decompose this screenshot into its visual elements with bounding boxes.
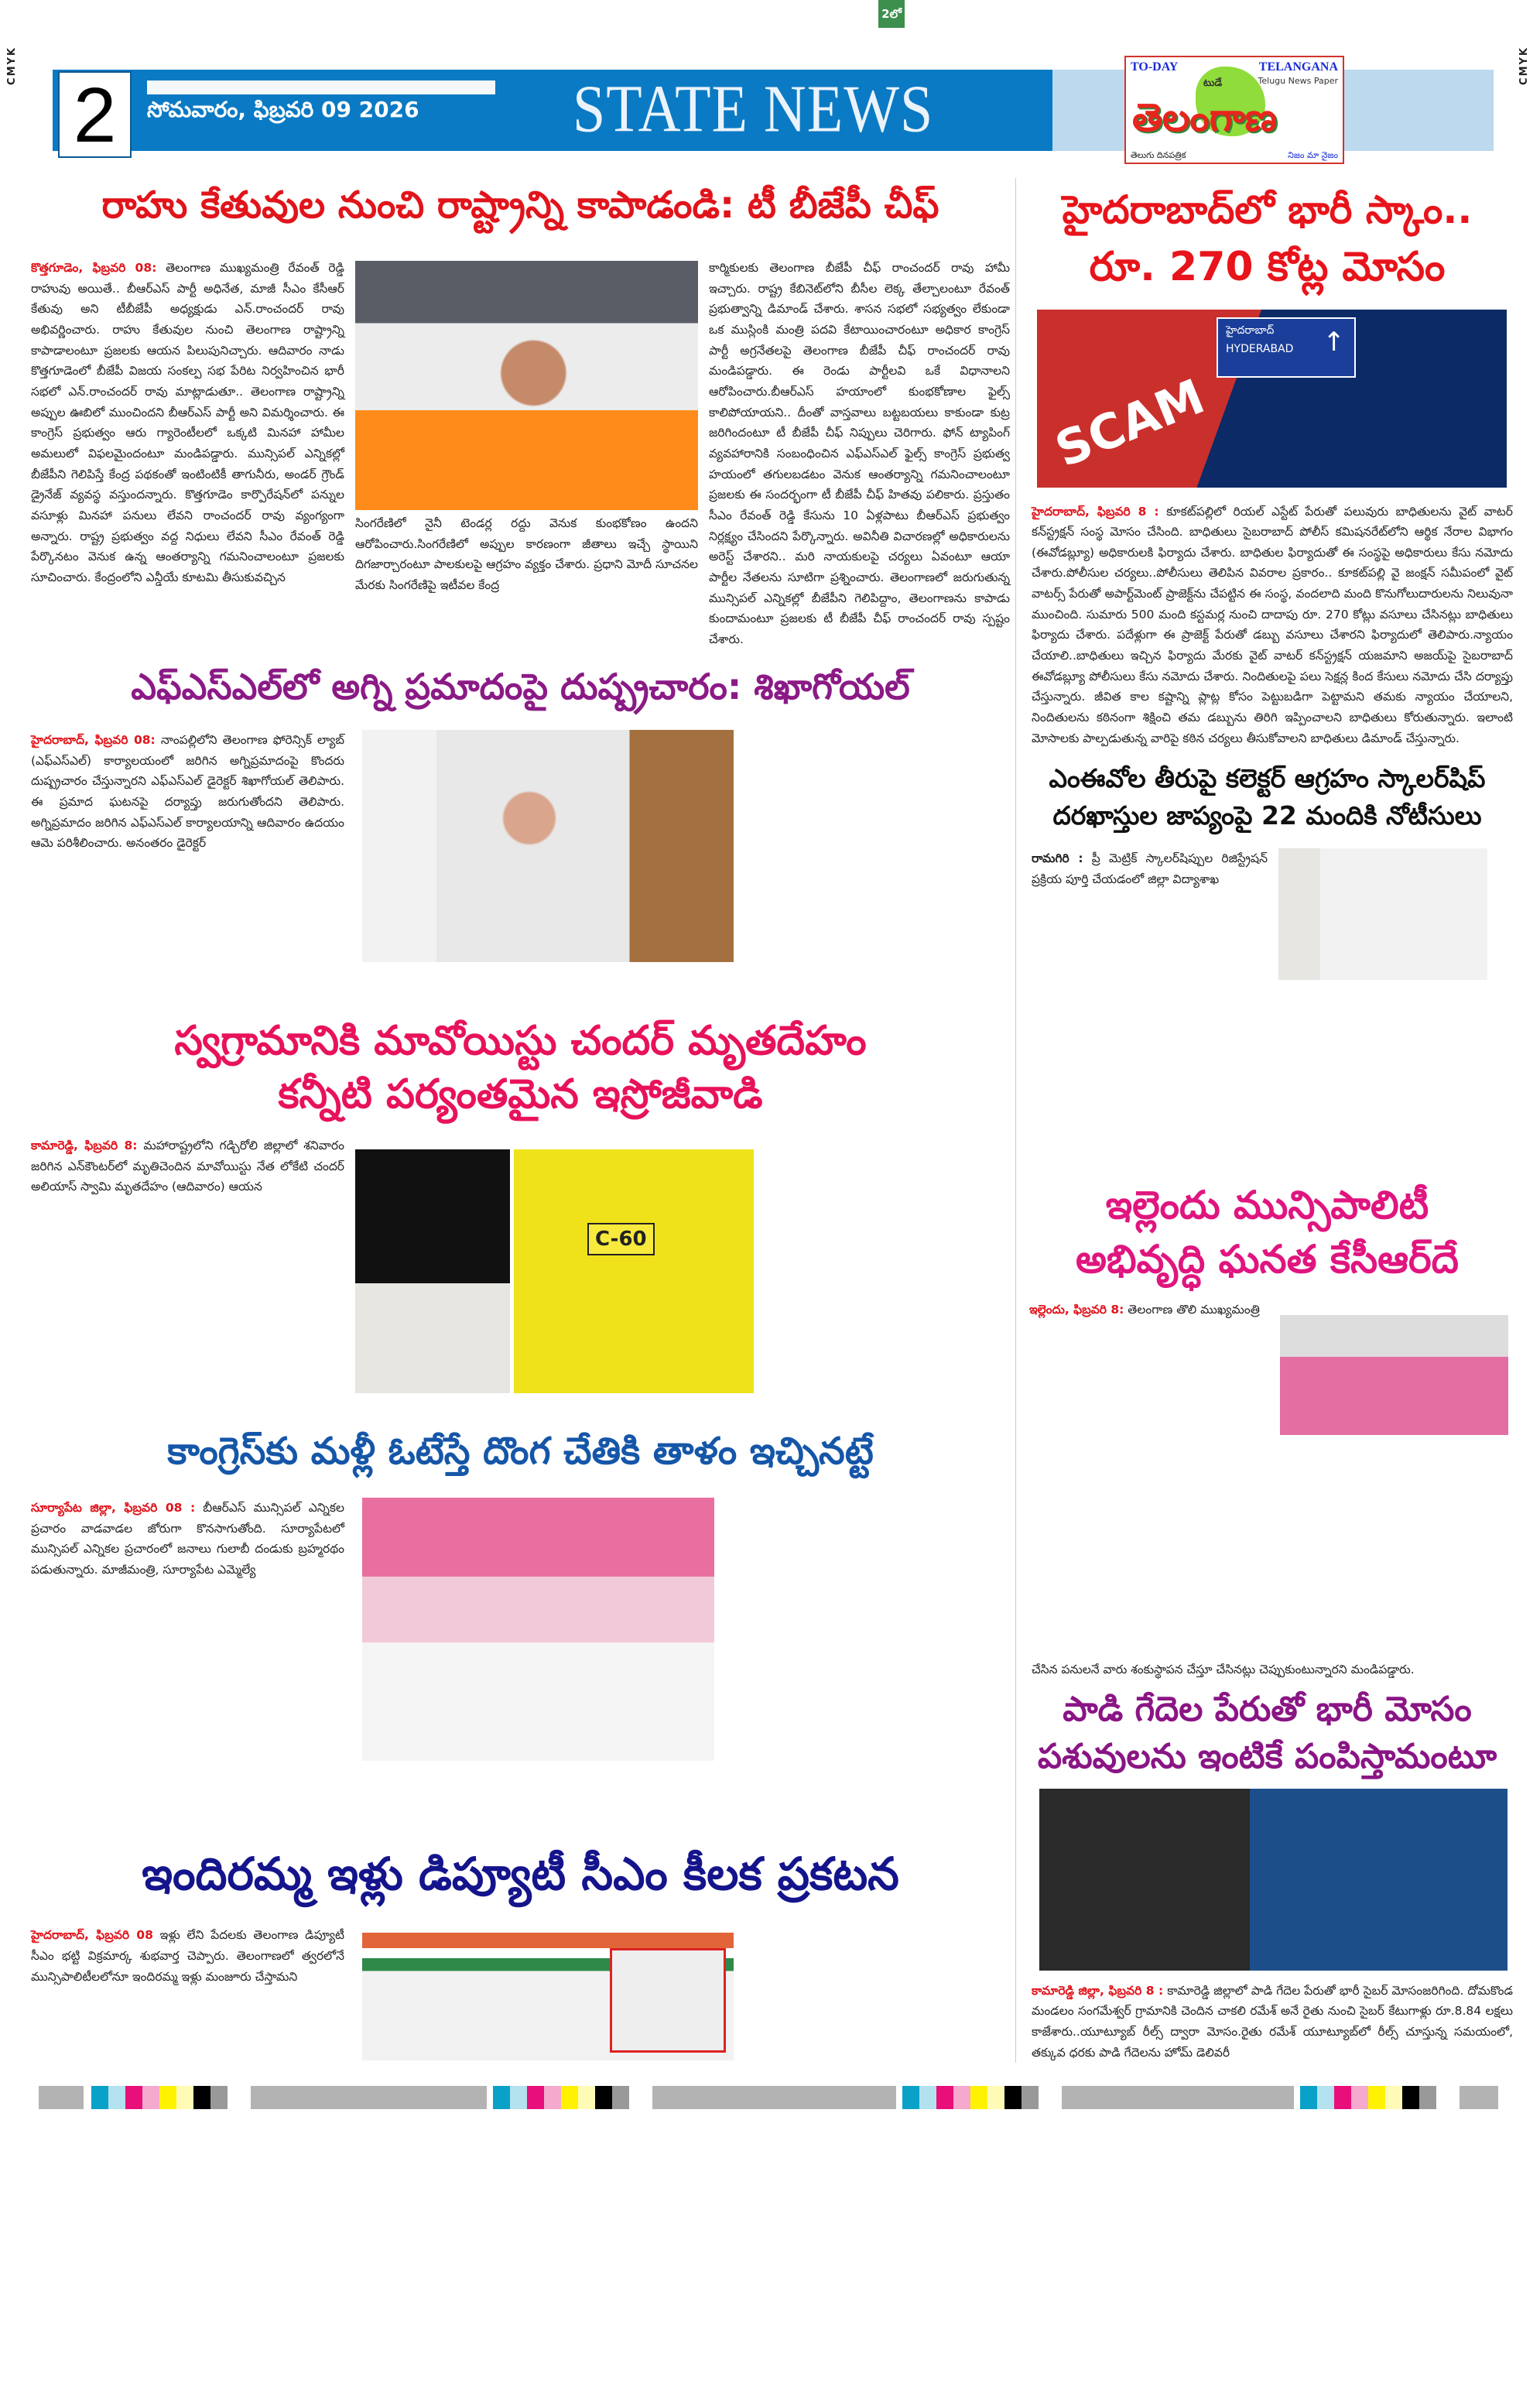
headline-collector-line1: ఎంఈవోల తీరుపై కలెక్టర్ ఆగ్రహం స్కాలర్‌షిప్ <box>1049 763 1486 794</box>
article-scam-body <box>1032 502 1513 749</box>
headline-cattle-line2: పశువులను ఇంటికే పంపిస్తామంటూ <box>1037 1736 1497 1776</box>
headline-fsl-fire: ఎఫ్ఎస్ఎల్‌లో అగ్ని ప్రమాదంపై దుష్ప్రచారం: శిఖాగోయల్ <box>131 666 910 708</box>
illendu-photo <box>1280 1315 1508 1435</box>
logo-name: తెలంగాణ <box>1132 95 1278 140</box>
sign-english: HYDERABAD <box>1226 342 1294 355</box>
logo-telangana: TELANGANA <box>1258 60 1338 74</box>
brs-campaign-photo <box>362 1498 714 1761</box>
article-collector-body <box>1032 848 1268 889</box>
bjp-chief-photo <box>355 261 698 510</box>
scam-photo <box>1037 310 1507 488</box>
c60-sign: C-60 <box>587 1223 655 1255</box>
body-text: నాంపల్లిలోని తెలంగాణ ఫోరెన్సిక్ ల్యాబ్ (ఎఫ్ఎస్ఎల్) కార్యాలయంలో జరిగిన అగ్నిప్రమాదంపై కొందరు దుష్ప్రచారం చేస్తున్నారని ఎఫ్ఎస్ఎల్ డైరెక్టర్ శిఖాగోయల్ తెలిపారు. ఈ ప్రమాద ఘటనపై దర్యాప్తు జరుగుతోందని తెలిపారు. అగ్నిప్రమాదం జరిగిన ఎఫ్ఎస్ఎల్ కార్యాలయాన్ని ఆదివారం ఉదయం ఆమె పరిశీలించారు. అనంతరం డైరెక్టర్ <box>31 732 344 851</box>
headline-indiramma: ఇందిరమ్మ ఇళ్లు డిప్యూటీ సీఎం కీలక ప్రకటన <box>142 1847 899 1900</box>
cmyk-mark-left: CMYK <box>6 46 18 85</box>
issue-date: సోమవారం, ఫిబ్రవరి 09 2026 <box>147 97 419 122</box>
logo-tagline: Telugu News Paper <box>1258 76 1338 86</box>
dateline: ఇల్లెందు, ఫిబ్రవరి 8: <box>1029 1302 1124 1317</box>
body-text: మహారాష్ట్రలోని గడ్చిరోలి జిల్లాలో శనివారం జరిగిన ఎన్‌కౌంటర్‌లో మృతిచెందిన మావోయిస్టు నేత లోకేటి చందర్ అలియాస్ స్వామి మృతదేహం (ఆదివారం) ఆయన <box>31 1138 344 1194</box>
body-text: బీఆర్ఎస్ మున్సిపల్ ఎన్నికల ప్రచారం వాడవాడల జోరుగా కొనసాగుతోంది. సూర్యాపేటలో మున్సిపల్ ఎన్నికల ప్రచారంలో జనాలు గులాబీ దండుకు బ్రహ్మరథం పడుతున్నారు. మాజీమంత్రి, సూర్యాపేట ఎమ్మెల్యే <box>31 1500 344 1577</box>
logo-badge: టుడే <box>1203 77 1223 89</box>
article-illendu-closing: చేసిన పనులనే వారు శంకుస్థాపన చేస్తూ చేసినట్లు చెప్పుకుంటున్నారని మండిపడ్డారు. <box>1032 1662 1415 1676</box>
dateline: రామగిరి : <box>1032 851 1083 865</box>
buffalo-photo <box>1039 1789 1507 1971</box>
hyderabad-sign <box>1217 317 1356 378</box>
article-bjp-col3: కార్మికులకు తెలంగాణ బీజేపీ చీఫ్ రాంచందర్ రావు హామీ ఇచ్చారు. రాష్ట్ర కేబినెట్‌లోని బీసీల లెక్క తేల్చాలంటూ రేవంత్ ప్రభుత్వాన్ని డిమాండ్ చేశారు. శాసన సభలో సభ్యత్వం లేకుండా ఒక ముస్లింకి మంత్రి పదవి కేటాయించారంటూ అధికార కాంగ్రెస్ పార్టీ అగ్రనేతలపై తెలంగాణ బీజేపీ చీఫ్ రాంచందర్ రావు మండిపడ్డారు. ఈ రెండు పార్టీలవి ఒకే విధానాలని ఆరోపించారు.బీఆర్ఎస్ హయాంలో కుంభకోణాల ఫైల్స్ కాలిపోయాయని.. దీంతో వాస్తవాలు బట్టబయలు కాకుండా కుట్ర జరిగిందంటూ టీ బీజేపీ చీఫ్ నిప్పులు చెరిగారు. ఫోన్ ట్యాపింగ్ వ్యవహారానికి సంబంధించిన ఎఫ్ఎస్ఎల్ ఫైల్స్ కాంగ్రెస్ ప్రభుత్వ హయంలో తగులబడటం వెనుక ఆంతర్యాన్ని గమనించాలంటూ ప్రజలకు ఈ సందర్భంగా టీ బీజేపీ చీఫ్ హితవు పలికారు. ప్రస్తుతం సీఎం రేవంత్ రెడ్డి కేసును 10 ఏళ్లపాటు బీఆర్ఎస్ ప్రభుత్వం నిర్లక్ష్యం చేసిందని పేర్కొన్నారు. అవినీతి విచారణల్లో అధికారులను అరెస్ట్ చేశారని.. మరి నాయకులపై చర్యలు ఏవంటూ ఆయా పార్టీల నేతలను సూటిగా ప్రశ్నించారు. తెలంగాణలో జరుగుతున్న మున్సిపల్ ఎన్నికల్లో బీజేపీని గెలిపిద్దాం, తెలంగాణను కాపాడు కుందామంటూ ప్రజలకు టీ బీజేపీ చీఫ్ రాంచందర్ రావు స్పష్టం చేశారు. <box>709 261 1010 646</box>
headline-cattle-line1: పాడి గేదెల పేరుతో భారీ మోసం <box>1063 1689 1472 1729</box>
deputy-cm-inset <box>610 1948 726 2053</box>
dateline: హైదరాబాద్, ఫిబ్రవరి 08 <box>31 1928 153 1943</box>
headline-scam-line1: హైదరాబాద్‌లో భారీ స్కాం.. <box>1062 187 1473 232</box>
scam-label: SCAM <box>1047 367 1213 478</box>
dateline: కామారెడ్డి జిల్లా, ఫిబ్రవరి 8 : <box>1032 1983 1164 1998</box>
sign-telugu: హైదరాబాద్ <box>1226 324 1275 337</box>
article-bjp-col2: సింగరేణిలో నైనీ టెండర్ల రద్దు వెనుక కుంభకోణం ఉందని ఆరోపించారు.సింగరేణిలో అప్పుల కారణంగా జీతాలు ఇచ్చే స్థాయిని దిగజార్చారంటూ పాలకులపై ఆగ్రహం వ్యక్తం చేశారు. ప్రధాని మోదీ సూచనల మేరకు సింగరేణిపై ఇటీవల కేంద్ర <box>355 516 698 592</box>
body-text: ఇళ్లు లేని పేదలకు తెలంగాణ డిప్యూటీ సీఎం భట్టి విక్రమార్క శుభవార్త చెప్పారు. తెలంగాణలో త్వరలోనే మున్సిపాలిటీలలోనూ ఇందిరమ్మ ఇళ్లు మంజూరు చేస్తామని <box>31 1928 344 1984</box>
body-text: తెలంగాణ ముఖ్యమంత్రి రేవంత్ రెడ్డి రాహువు అయితే.. బీఆర్ఎస్ పార్టీ అధినేత, మాజీ సీఎం కేసీఆర్ కేతువు అని టీబీజేపీ అధ్యక్షుడు ఎన్.రాంచందర్ రావు అభివర్ణించారు. రాహు కేతువుల నుంచి తెలంగాణ రాష్ట్రాన్ని కాపాడాలంటూ ప్రజలకు ఆయన పిలుపునిచ్చారు. ఆదివారం నాడు కొత్తగూడెంలో బీజేపీ విజయ సంకల్ప సభ పేరిట నిర్వహించిన భారీ సభలో ఎన్.రాంచందర్ రావు మాట్లాడుతూ.. తెలంగాణ రాష్ట్రాన్ని అప్పుల ఊబిలో ముంచిందని బీఆర్ఎస్ పార్టీ అని విమర్శించారు. ఈ కాంగ్రెస్ ప్రభుత్వం ఆరు గ్యారెంటీలలో ఒక్కటి మినహా హామీల అమలులో విఫలమైందంటూ మండిపడ్డారు. మున్సిపల్ ఎన్నికల్లో బీజేపీని గెలిపిస్తే కేంద్ర పథకంతో ఇంటింటికీ తాగునీరు, అండర్ గ్రౌండ్ డ్రైనేజ్ వ్యవస్థ వస్తుందన్నారు. కొత్తగూడెం కార్పొరేషన్‌లో పన్నుల వసూళ్లు మినహా పనులు లేవని రాంచందర్ రావు వ్యంగ్యంగా అన్నారు. రాష్ట్ర ప్రభుత్వం వద్ద నిధులు లేవని సీఎం రేవంత్ రెడ్డి పేర్కొనటం వెనుక ఉన్న ఆంతర్యాన్ని గమనించాలంటూ ప్రజలకు సూచించారు. కేంద్రంలోని ఎన్డీయే కూటమి తీసుకువచ్చిన <box>31 261 344 584</box>
headline-collector-line2: దరఖాస్తుల జాప్యంపై 22 మందికి నోటీసులు <box>1052 800 1482 830</box>
seized-items-photo <box>514 1149 754 1393</box>
body-text: కామారెడ్డి జిల్లాలో పాడి గేదెల పేరుతో భారీ సైబర్ మోసంజరిగింది. దోమకొండ మండలం సంగమేశ్వర్ గ్రామానికి చెందిన చాకలి రమేశ్ అనే రైతు నుంచి సైబర్ కేటుగాళ్లు రూ.8.84 లక్షలు కాజేశారు..యూట్యూబ్ రీల్స్ ద్వారా మోసం.రైతు రమేశ్ యూట్యూబ్‌లో రీల్స్ చూస్తున్న సమయంలో, తక్కువ ధరకు పాడి గేదెలను హోమ్ డెలివరీ <box>1032 1983 1513 2060</box>
dateline: సూర్యాపేట జిల్లా, ఫిబ్రవరి 08 : <box>31 1500 196 1515</box>
headline-congress: కాంగ్రెస్‌కు మళ్లీ ఓటేస్తే దొంగ చేతికి తాళం ఇచ్చినట్టే <box>167 1429 874 1473</box>
article-congress-col1 <box>31 1498 344 1580</box>
headline-illendu-line2: అభివృద్ధి ఘనత కేసీఆర్‌దే <box>1076 1237 1459 1283</box>
page-tag: 2లో <box>878 0 905 28</box>
body-text: ప్రీ మెట్రిక్ స్కాలర్‌షిప్పుల రిజిస్ట్రేషన్ ప్రక్రియ పూర్తి చేయడంలో జిల్లా విద్యాశాఖ <box>1032 851 1268 886</box>
headline-maoist-line2: కన్నీటి పర్యంతమైన ఇస్రోజీవాడి <box>278 1070 763 1118</box>
dateline: హైదరాబాద్, ఫిబ్రవరి 08: <box>31 732 156 747</box>
logo-bottom-right: నిజం మా నైజం <box>1288 150 1338 160</box>
section-title: STATE NEWS <box>573 71 934 147</box>
column-divider <box>1015 178 1016 2063</box>
article-bjp-col1 <box>31 258 344 588</box>
page-number: 2 <box>58 71 132 158</box>
cmyk-mark-right: CMYK <box>1518 46 1530 85</box>
headline-illendu-line1: ఇల్లెందు మున్సిపాలిటీ <box>1105 1182 1429 1228</box>
collector-photo <box>1278 848 1487 980</box>
dateline: హైదరాబాద్, ఫిబ్రవరి 8 : <box>1032 504 1159 519</box>
article-fsl-col1 <box>31 730 344 854</box>
headline-bjp-chief: రాహు కేతువుల నుంచి రాష్ట్రాన్ని కాపాడండి: టీ బీజేపీ చీఫ్ <box>101 183 939 227</box>
dateline: కామారెడ్డి, ఫిబ్రవరి 8: <box>31 1138 138 1152</box>
headline-maoist-line1: స్వగ్రామానికి మావోయిస్టు చందర్ మృతదేహం <box>174 1017 867 1064</box>
color-registration-strip <box>39 2086 1509 2109</box>
arrow-up-icon: ↑ <box>1323 326 1345 358</box>
dateline: కొత్తగూడెం, ఫిబ్రవరి 08: <box>31 261 157 275</box>
shikha-goel-photo <box>362 730 734 962</box>
logo-bottom-left: తెలుగు దినపత్రిక <box>1131 150 1186 160</box>
body-text: కూకట్‌పల్లిలో రియల్ ఎస్టేట్ పేరుతో పలువురు బాధితులను వైట్ వాటర్ కన్‌స్ట్రక్షన్ సంస్థ మోసం చేసింది. బాధితులు సైబరాబాద్ పోలీస్ కమిషనరేట్‌లోని ఆర్థిక నేరాల విభాగం (ఈవోడబ్ల్యూ) అధికారులకి ఫిర్యాదు చేశారు. బాధితుల ఫిర్యాదుతో ఈ సంస్థపై అధికారులు కేసు నమోదు చేశారు.పోలీసుల చర్యలు..పోలీసులు తెలిపిన వివరాల ప్రకారం.. కూకట్‌పల్లి వై జంక్షన్ సమీపంలో వైట్ వాటర్స్ పేరుతో అపార్ట్‌మెంట్ ప్రాజెక్ట్‌ను చేపట్టిన ఈ సంస్థ, వందలాది మంది కొనుగోలుదారులను నిలువునా ముంచింది. సుమారు 500 మంది కస్టమర్ల నుంచి దాదాపు రూ. 270 కోట్లు వసూలు చేసినట్లు బాధితులు ఫిర్యాదు చేశారు. పదేళ్లుగా ఈ ప్రాజెక్ట్ పేరుతో డబ్బు వసూలు చేశారని ఫిర్యాదులో తెలిపారు.న్యాయం చేయాలి..బాధితులు ఇచ్చిన ఫిర్యాదు మేరకు వైట్ వాటర్ కన్‌స్ట్రక్షన్ యజమాని అజయ్‌పై సైబరాబాద్ ఈవోడబ్ల్యూ పోలీసులు కేసు నమోదు చేశారు. నిందితులపై పలు సెక్షన్ల కింద కేసులు నమోదు చేసి దర్యాప్తు చేస్తున్నారు. జీవిత కాల కష్టాన్ని ప్లాట్ల కోసం పెట్టుబడిగా పెట్టామని తమకు న్యాయం చేయాలని, నిందితులను కఠినంగా శిక్షించి తమ డబ్బును తిరిగి ఇప్పించాలని బాధితులు కోరుతున్నారు. ఇలాంటి మోసాలకు పాల్పడుతున్న వారిపై కఠిన చర్యలు తీసుకోవాలని బాధితులు డిమాండ్ చేస్తున్నారు. <box>1032 504 1513 745</box>
article-cattle-body <box>1032 1981 1513 2063</box>
body-text: తెలంగాణ తొలి ముఖ్యమంత్రి <box>1128 1302 1260 1317</box>
funeral-photo <box>355 1149 510 1393</box>
right-column <box>1022 178 1513 2063</box>
headline-scam-line2: రూ. 270 కోట్ల మోసం <box>1089 243 1446 290</box>
indiramma-house-photo <box>362 1933 734 2060</box>
article-illendu-body <box>1029 1300 1269 1320</box>
article-maoist-col1 <box>31 1135 344 1197</box>
left-column <box>31 178 1010 2063</box>
logo-today: TO-DAY <box>1131 60 1179 74</box>
article-indiramma-col1 <box>31 1925 344 1987</box>
